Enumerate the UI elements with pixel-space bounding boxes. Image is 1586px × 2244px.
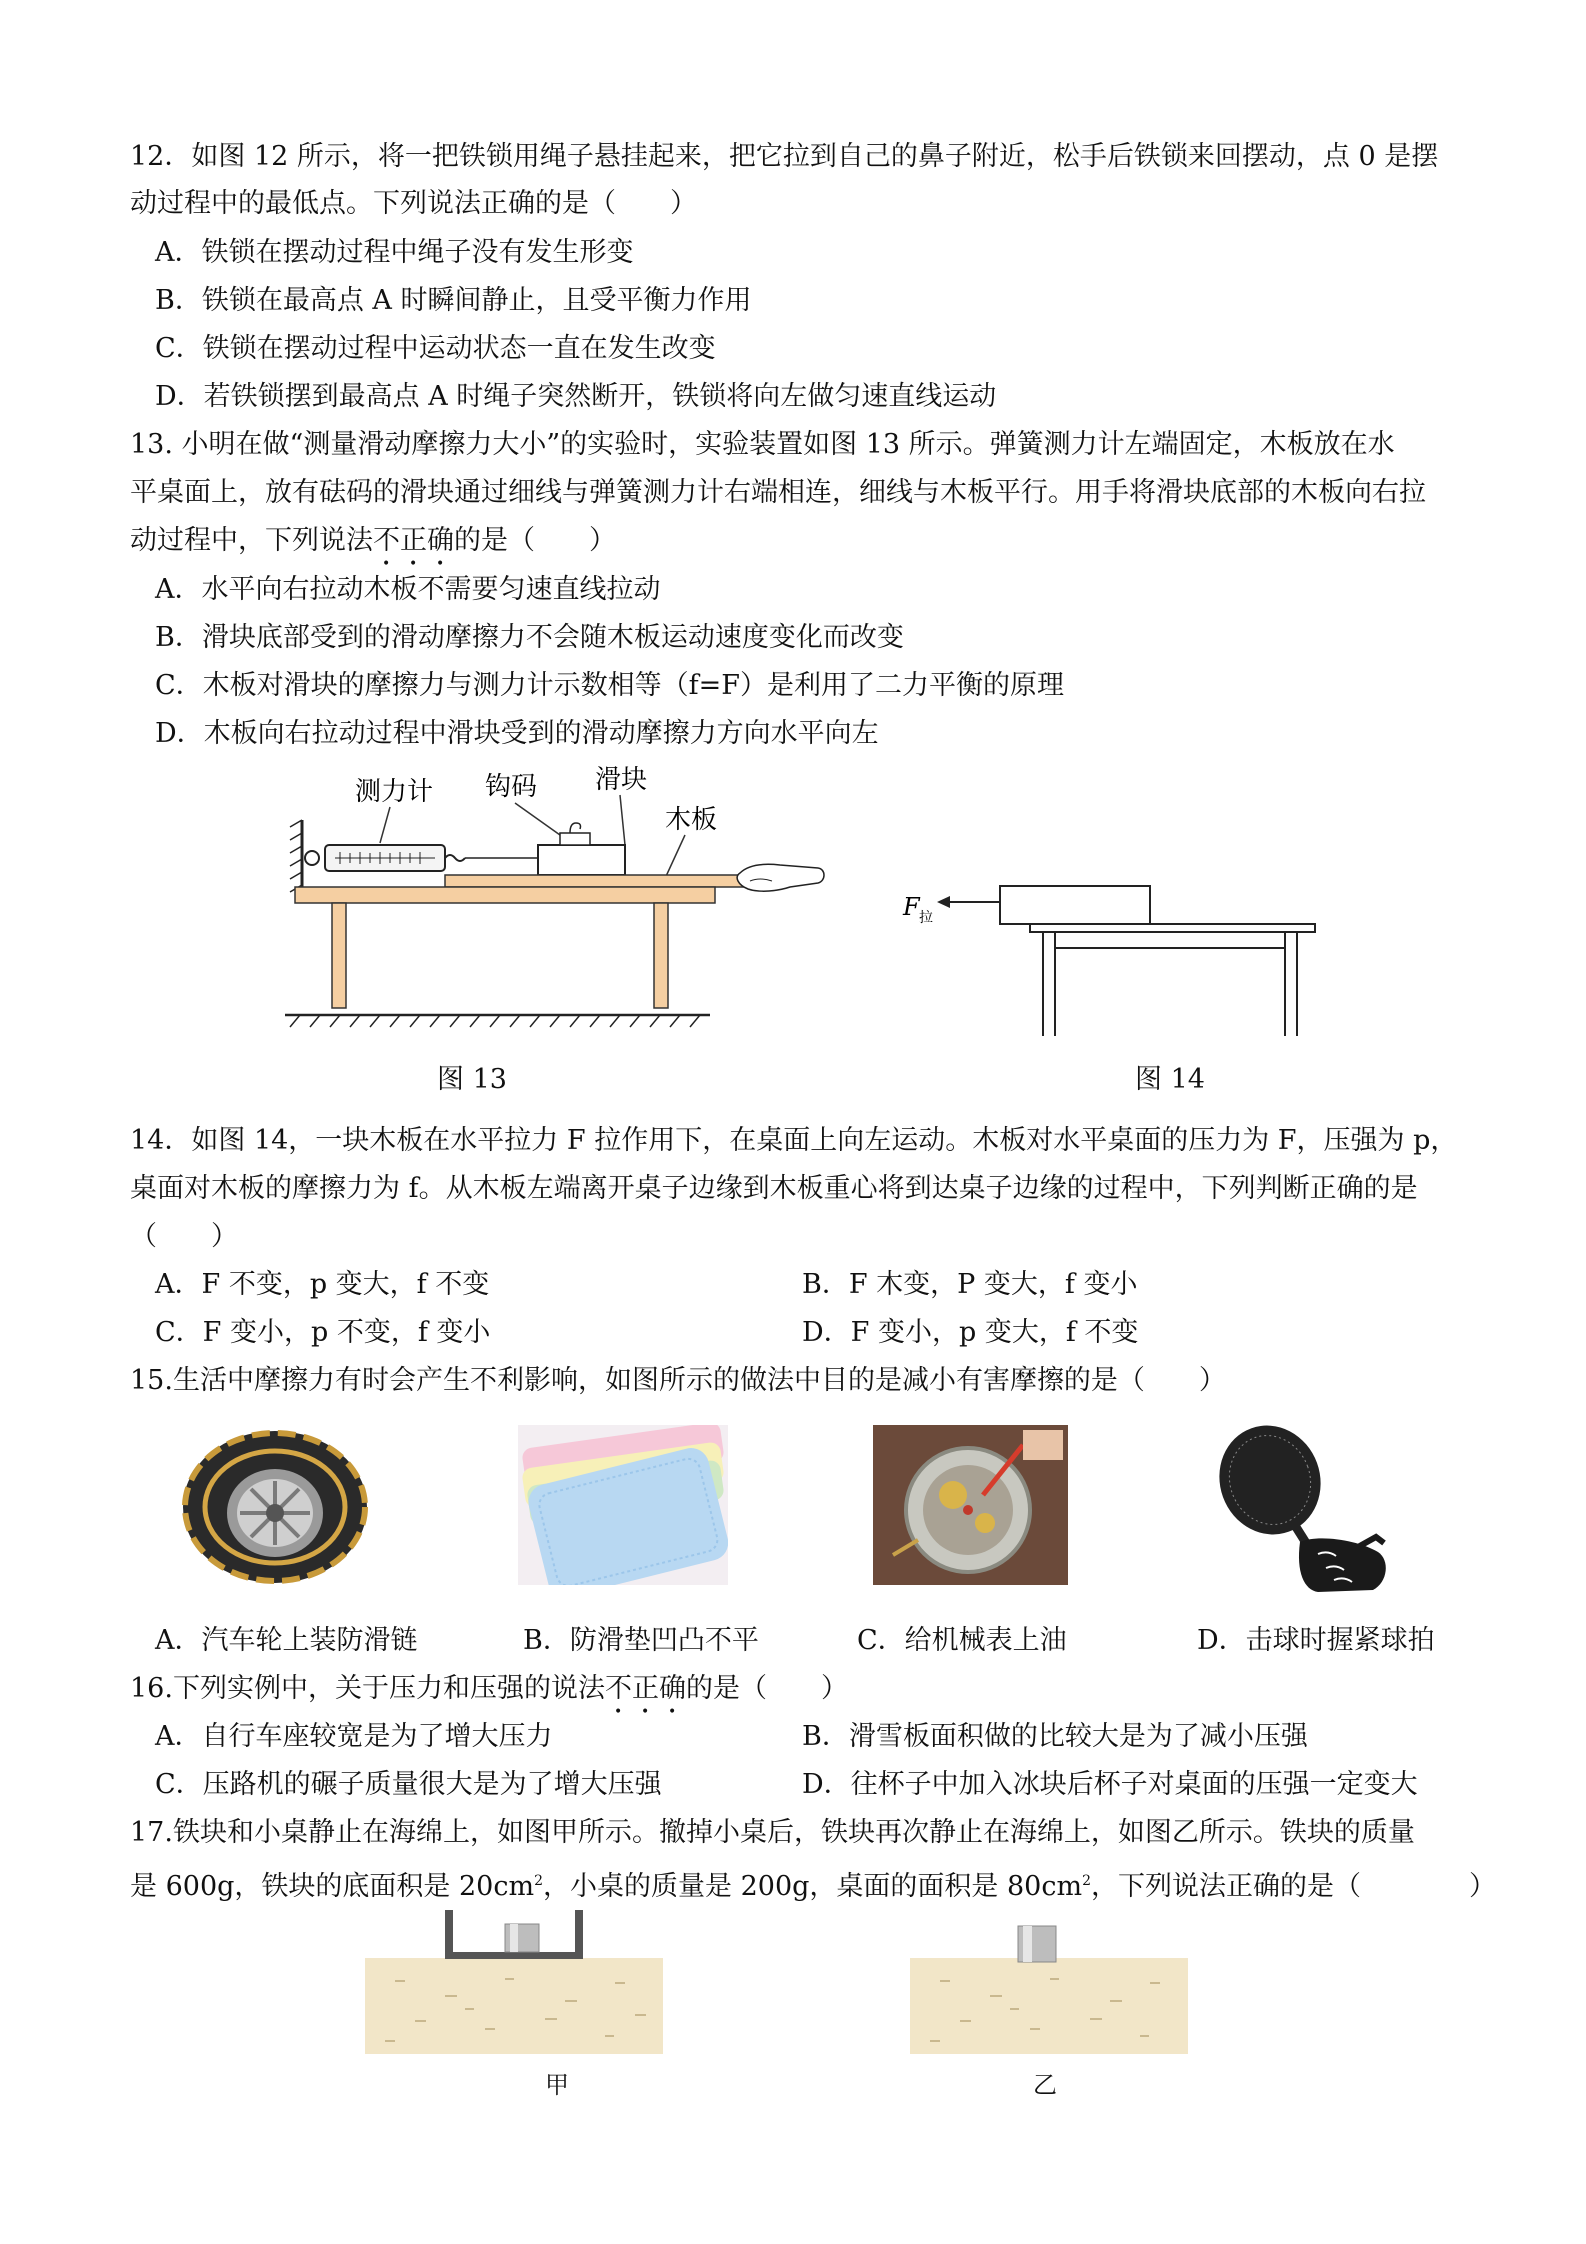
q14-stem-line3: （ ） <box>130 1221 238 1252</box>
q14-option-c: C．F 变小，p 不变，f 变小 <box>155 1317 491 1348</box>
q13-emphasis: 不正确 <box>373 525 454 556</box>
q12-stem-line1: 12．如图 12 所示，将一把铁锁用绳子悬挂起来，把它拉到自己的鼻子附近，松手后铁锁来回摆动，点 0 是摆 <box>130 141 1439 172</box>
fig13-label-board: 木板 <box>665 805 718 835</box>
q14-stem-line2: 桌面对木板的摩擦力为 f。从木板左端离开桌子边缘到木板重心将到达桌子边缘的过程中，下列判断正确的是 <box>130 1173 1418 1204</box>
q15-option-d: D．击球时握紧球拍 <box>1197 1625 1435 1656</box>
q16-option-d: D．往杯子中加入冰块后杯子对桌面的压强一定变大 <box>802 1769 1418 1800</box>
fig14-caption: 图 14 <box>1135 1064 1205 1095</box>
q16-stem-post: 的是（ ） <box>685 1673 848 1704</box>
fig17-caption-yi: 乙 <box>1033 2071 1057 2099</box>
q12-option-a: A．铁锁在摆动过程中绳子没有发生形变 <box>155 237 634 268</box>
q14-option-d: D．F 变小，p 变大，f 不变 <box>802 1317 1139 1348</box>
q13-stem-pre: 动过程中，下列说法 <box>130 525 373 556</box>
q15-stem-line1: 15.生活中摩擦力有时会产生不利影响，如图所示的做法中目的是减小有害摩擦的是（ ） <box>130 1365 1226 1396</box>
fig14-force-label: F <box>903 893 920 921</box>
fig17-caption-jia: 甲 <box>545 2071 569 2099</box>
q13-option-c: C．木板对滑块的摩擦力与测力计示数相等（f=F）是利用了二力平衡的原理 <box>155 670 1065 701</box>
q16-stem-pre: 16.下列实例中，关于压力和压强的说法 <box>130 1673 605 1704</box>
q12-option-b: B．铁锁在最高点 A 时瞬间静止，且受平衡力作用 <box>155 285 752 316</box>
q14-option-b: B．F 木变，P 变大，f 变小 <box>802 1269 1138 1300</box>
q13-option-a: A．水平向右拉动木板不需要匀速直线拉动 <box>155 574 661 605</box>
q16-stem-line1 <box>130 1672 848 1720</box>
q13-option-b: B．滑块底部受到的滑动摩擦力不会随木板运动速度变化而改变 <box>155 622 904 653</box>
q17-sup-1: 2 <box>534 1873 543 1889</box>
q15-option-b: B．防滑垫凹凸不平 <box>523 1625 759 1656</box>
figure-13-apparatus <box>270 765 830 1040</box>
fig13-label-slider: 滑块 <box>595 765 648 795</box>
q13-stem-line2: 平桌面上，放有砝码的滑块通过细线与弹簧测力计右端相连，细线与木板平行。用手将滑块底部的木板向右拉 <box>130 477 1426 508</box>
photo-racket-grip <box>1208 1422 1398 1597</box>
q17-stem-line2 <box>130 1864 1496 1904</box>
q17-stem-line1: 17.铁块和小桌静止在海绵上，如图甲所示。撤掉小桌后，铁块再次静止在海绵上，如图乙所示。铁块的质量 <box>130 1817 1415 1848</box>
q13-stem-post: 的是（ ） <box>454 525 616 556</box>
q12-stem-line2: 动过程中的最低点。下列说法正确的是（ ） <box>130 188 697 219</box>
q17-sup-2: 2 <box>1082 1873 1091 1889</box>
figure-jia-table-on-sponge <box>365 1910 665 2055</box>
q14-stem-line1: 14．如图 14，一块木板在水平拉力 F 拉作用下，在桌面上向左运动。木板对水平桌面的压力为 F，压强为 p， <box>130 1125 1458 1156</box>
q16-option-c: C．压路机的碾子质量很大是为了增大压强 <box>155 1769 662 1800</box>
figure-yi-block-on-sponge <box>910 1910 1190 2055</box>
q12-option-d: D．若铁锁摆到最高点 A 时绳子突然断开，铁锁将向左做匀速直线运动 <box>155 381 997 412</box>
q16-option-b: B．滑雪板面积做的比较大是为了减小压强 <box>802 1721 1308 1752</box>
q16-option-a: A．自行车座较宽是为了增大压力 <box>155 1721 553 1752</box>
q17-stem-part-a: 是 600g，铁块的底面积是 20cm <box>130 1871 535 1902</box>
photo-watch-oiling <box>873 1425 1068 1585</box>
q13-stem-line1: 13. 小明在做“测量滑动摩擦力大小”的实验时，实验装置如图 13 所示。弹簧测力计左端固定，木板放在水 <box>130 429 1395 460</box>
fig13-caption: 图 13 <box>437 1064 507 1095</box>
q17-stem-part-b: ，小桌的质量是 200g，桌面的面积是 80cm <box>543 1871 1083 1902</box>
fig14-force-sub: 拉 <box>919 910 933 926</box>
q15-option-a: A．汽车轮上装防滑链 <box>155 1625 418 1656</box>
figure-14-board-on-table <box>895 870 1325 1040</box>
q15-option-c: C．给机械表上油 <box>857 1625 1067 1656</box>
q12-option-c: C．铁锁在摆动过程中运动状态一直在发生改变 <box>155 333 716 364</box>
q13-stem-line3 <box>130 524 616 572</box>
photo-anti-slip-mat <box>518 1425 728 1585</box>
q13-option-d: D．木板向右拉动过程中滑块受到的滑动摩擦力方向水平向左 <box>155 718 879 749</box>
photo-tire-chain <box>178 1425 373 1585</box>
q16-emphasis: 不正确 <box>604 1673 686 1704</box>
q14-option-a: A．F 不变，p 变大，f 不变 <box>155 1269 490 1300</box>
fig13-label-weight: 钩码 <box>485 772 538 802</box>
fig13-label-meter: 测力计 <box>355 777 434 807</box>
q17-stem-part-c: ，下列说法正确的是（ ） <box>1091 1871 1496 1902</box>
